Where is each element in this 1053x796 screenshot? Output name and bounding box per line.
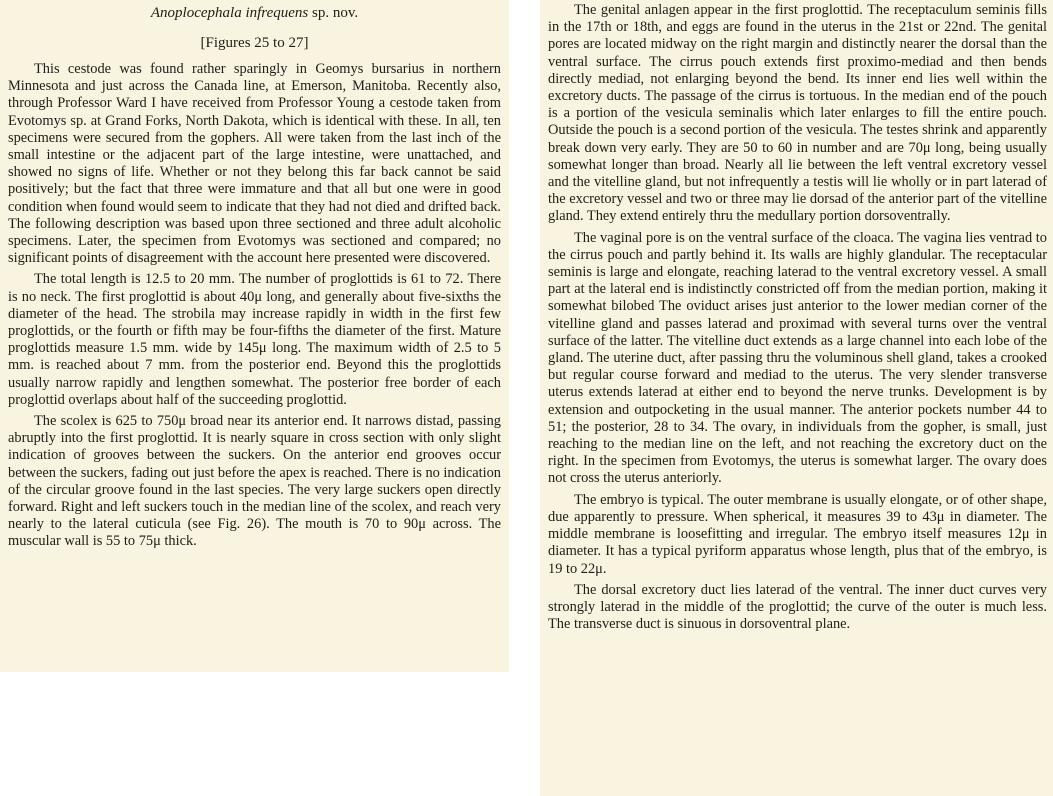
paragraph-excretory-duct: The dorsal excretory duct lies laterad of the ventral. The inner duct curves very strongly laterad in the middle of the proglottid; the curve of the outer is much less. The transverse duct is sinuous in dorsoventral plane. — [548, 581, 1047, 633]
right-column — [540, 0, 1053, 796]
section-title — [8, 4, 501, 23]
paragraph-genital-anlagen: The genital anlagen appear in the first proglottid. The receptaculum seminis fills in the 17th or 18th, and eggs are found in the uterus in the 21st or 22nd. The genital pores are located midway on the right margin and distinctly nearer the dorsal than the ventral surface. The cirrus pouch extends first proximo-mediad and then bends directly mediad, not enlarging beyond the bend. Its inner end lies well within the excretory ducts. The passage of the cirrus is tortuous. In the median end of the pouch is a portion of the vesicula seminalis which later enlarges to fill the entire pouch. Outside the pouch is a second portion of the vesicula. The testes shrink and apparently break down very early. They are 50 to 60 in number and are 70μ long, being usually somewhat longer than broad. Nearly all lie between the left ventral excretory vessel and the vitelline gland, but not infrequently a testis will lie wholly or in part laterad of the excretory vessel and two or three may lie dorsad of the anterior part of the vitelline gland. They extend entirely thru the medullary portion dorsoventrally. — [548, 2, 1047, 225]
paragraph-embryo: The embryo is typical. The outer membrane is usually elongate, or of other shape, due apparently to pressure. When spherical, it measures 39 to 43μ in diameter. The middle membrane is loosefitting and irregular. The embryo itself measures 12μ in diameter. It has a typical pyriform apparatus whose length, plus that of the embryo, is 19 to 22μ. — [548, 491, 1047, 577]
figure-reference: [Figures 25 to 27] — [200, 35, 309, 51]
species-name: Anoplocephala infrequens — [150, 5, 309, 21]
paragraph-dimensions: The total length is 12.5 to 20 mm. The number of proglottids is 61 to 72. There is no neck. The first proglottid is about 40μ long, and generally about five-sixths the diameter of the head. The strobila may increase rapidly in width in the first few proglottids, or the fourth or fifth may be four-fifths the diameter of the first. Mature proglottids measure 1.5 mm. wide by 145μ long. The maximum width of 2.5 to 5 mm. is reached about 7 mm. from the posterior end. Beyond this the proglottids usually narrow rapidly and lengthen somewhat. The posterior free border of each proglottid overlaps about half of the succeeding proglottid. — [8, 271, 501, 408]
paragraph-scolex: The scolex is 625 to 750μ broad near its anterior end. It narrows distad, passing abruptly into the first proglottid. It is nearly square in cross section with only slight indication of grooves between the suckers. On the anterior end grooves occur between the suckers, fading out just before the apex is reached. There is no indication of the circular groove found in the last species. The very large suckers open directly forward. Right and left suckers touch in the median line of the scolex, and reach very nearly to the lateral cuticula (see Fig. 26). The mouth is 70 to 90μ across. The muscular wall is 55 to 75μ thick. — [8, 413, 501, 550]
paragraph-vaginal-pore: The vaginal pore is on the ventral surface of the cloaca. The vagina lies ventrad to the cirrus pouch and partly behind it. Its walls are highly glandular. The receptacular seminis is large and elongate, reaching laterad to the ventral excretory vessel. A small part at the lateral end is indistinctly constricted off from the median portion, making it somewhat bilobed The oviduct arises just anterior to the lower median corner of the vitelline gland and passes laterad and proximad with several turns over the ventral surface of the latter. The vitelline duct extends as a large channel into each lobe of the gland. The uterine duct, after passing thru the voluminous shell gland, takes a crooked but regular course forward and mediad to the uterus. The very slender transverse uterus extends laterad at either end to beyond the nerve trunks. Development is by extension and outpocketing in the usual manner. The anterior pockets number 44 to 51; the posterior, 28 to 34. The ovary, in individuals from the gopher, is small, just reaching to the median line on the left, and not reaching the excretory duct on the right. In the specimen from Evotomys, the uterus is somewhat larger. The ovary does not cross the uterus anteriorly. — [548, 229, 1047, 487]
paragraph-intro: This cestode was found rather sparingly in Geomys bursarius in northern Minnesota and just across the Canada line, at Emerson, Manitoba. Recently also, through Professor Ward I have received from Professor Young a cestode taken from Evotomys sp. at Grand Forks, North Dakota, which is identical with these. In all, ten specimens were secured from the gophers. All were taken from the last inch of the small intestine or the adjacent part of the large intestine, were unattached, and showed no signs of life. Whether or not they belong this far back cannot be said positively; but the fact that three were immature and that all but one were in good condition when found would seem to indicate that they had not died and drifted back. The following description was based upon three sectioned and three adult alcoholic specimens. Later, the specimen from Evotomys was sectioned and compared; no significant points of disagreement with the account here presented were discovered. — [8, 61, 501, 267]
left-column — [0, 0, 509, 672]
species-suffix: sp. nov. — [308, 5, 359, 21]
